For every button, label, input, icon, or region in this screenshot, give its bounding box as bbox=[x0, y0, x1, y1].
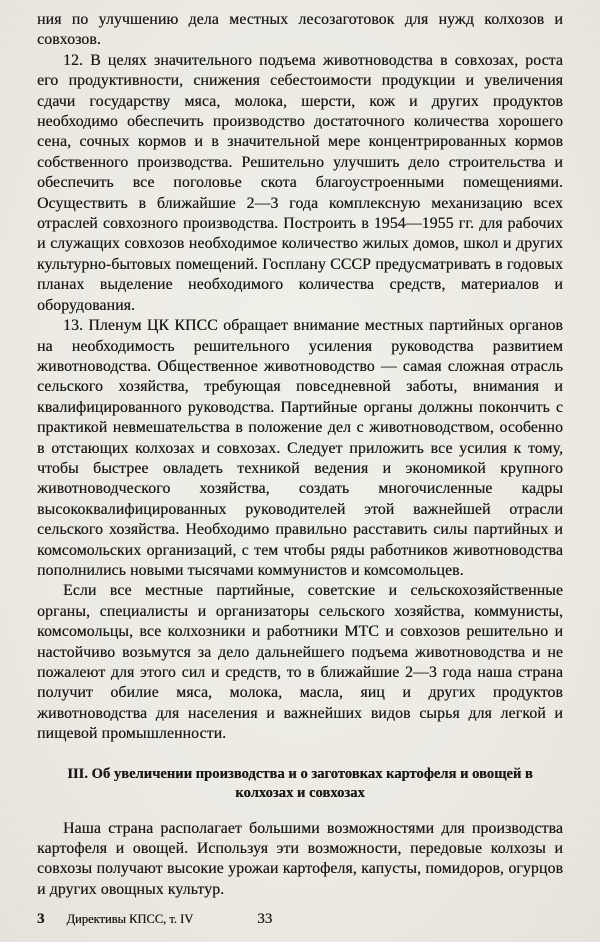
page-body-after-heading bbox=[37, 819, 563, 901]
body-paragraph-intro: Наша страна располагает большими возможностями для производства картофеля и овощей. Используя эти возможности, передовые колхозы и совхозы получают высокие урожаи картофеля, капусты, помидоров, огурцов и других овощных культур. bbox=[37, 819, 563, 898]
book-title: Директивы КПСС, т. IV bbox=[66, 912, 194, 926]
body-paragraph-conclusion: Если все местные партийные, советские и сельскохозяйственные органы, специалисты и организаторы сельского хозяйства, коммунисты, комсомольцы, все колхозники и работники МТС и совхозов решительно и настойчиво возьмутся за дело дальнейшего подъема животноводства и не пожалеют для этого сил и средств, то в ближайшие 2—3 года наша страна получит обилие мяса, молока, масла, яиц и других продуктов животноводства для населения и важнейших видов сырья для легкой и пищевой промышленности. bbox=[37, 582, 563, 743]
section-heading: III. Об увеличении производства и о заготовках картофеля и овощей в колхозах и совхозах bbox=[67, 765, 533, 801]
page-footer bbox=[37, 911, 563, 928]
body-paragraph-item-12: 12. В целях значительного подъема животноводства в совхозах, роста его продуктивности, снижения себестоимости продукции и увеличения сдачи государству мяса, молока, шерсти, кож и других продуктов необходимо обеспечить производство достаточного количества хорошего сена, сочных кормов и в значительной мере концентрированных кормов собственного производства. Решительно улучшить дело строительства и обеспечить все поголовье скота благоустроенными помещениями. Осуществить в ближайшие 2—3 года комплексную механизацию всех отраслей совхозного производства. Построить в 1954—1955 гг. для рабочих и служащих совхозов необходимое количество жилых домов, школ и других культурно-бытовых помещений. Госплану СССР предусматривать в годовых планах выделение необходимого количества средств, материалов и оборудования. bbox=[37, 51, 563, 314]
signature-number: 3 bbox=[37, 911, 45, 927]
page-body bbox=[37, 10, 563, 745]
body-paragraph-continuation: ния по улучшению дела местных лесозаготовок для нужд колхозов и совхозов. bbox=[37, 11, 563, 49]
page-number: 33 bbox=[257, 911, 273, 927]
body-paragraph-item-13: 13. Пленум ЦК КПСС обращает внимание местных партийных органов на необходимость решительного усиления руководства развитием животноводства. Общественное животноводство — самая сложная отрасль сельского хозяйства, требующая повседневной заботы, внимания и квалифицированного руководства. Партийные органы должны покончить с практикой невмешательства в положение дел с животноводством, особенно в отстающих колхозах и совхозах. Следует приложить все усилия к тому, чтобы быстрее овладеть техникой ведения и экономикой крупного животноводческого хозяйства, создать многочисленные кадры высококвалифицированных руководителей этой важнейшей отрасли сельского хозяйства. Необходимо правильно расставить силы партийных и комсомольских организаций, с тем чтобы ряды работников животноводства пополнились новыми тысячами коммунистов и комсомольцев. bbox=[37, 317, 563, 579]
